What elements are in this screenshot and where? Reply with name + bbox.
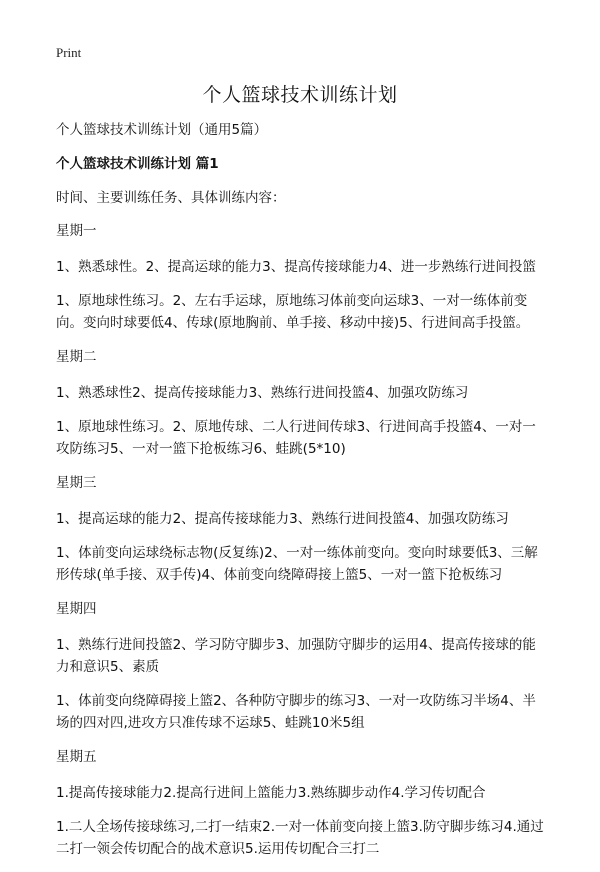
day-task-monday: 1、熟悉球性。2、提高运球的能力3、提高传接球能力4、进一步熟练行进间投篮 <box>56 259 536 275</box>
day-content-monday: 1、原地球性练习。2、左右手运球，原地练习体前变向运球3、一对一练体前变向。变向时球要低4、传球(原地胸前、单手接、移动中接)5、行进间高手投篮。 <box>56 293 530 331</box>
day-heading-monday: 星期一 <box>56 223 97 239</box>
day-heading-thursday: 星期四 <box>56 601 97 617</box>
day-content-tuesday: 1、原地球性练习。2、原地传球、二人行进间传球3、行进间高手投篮4、一对一攻防练习5、一对一篮下抢板练习6、蛙跳(5*10) <box>56 419 536 457</box>
page-title: 个人篮球技术训练计划 <box>202 84 398 106</box>
day-content-friday: 1.二人全场传接球练习,二打一结束2.一对一体前变向接上篮3.防守脚步练习4.通过二打一领会传切配合的战术意识5.运用传切配合三打二 <box>56 819 544 857</box>
day-content-thursday: 1、体前变向绕障碍接上篮2、各种防守脚步的练习3、一对一攻防练习半场4、半场的四对四,进攻方只准传球不运球5、蛙跳10米5组 <box>56 693 536 731</box>
day-task-wednesday: 1、提高运球的能力2、提高传接球能力3、熟练行进间投篮4、加强攻防练习 <box>56 511 509 527</box>
day-heading-friday: 星期五 <box>56 749 97 765</box>
day-heading-wednesday: 星期三 <box>56 475 97 491</box>
day-task-friday: 1.提高传接球能力2.提高行进间上篮能力3.熟练脚步动作4.学习传切配合 <box>56 785 486 801</box>
intro-text: 时间、主要训练任务、具体训练内容： <box>56 190 286 206</box>
day-task-tuesday: 1、熟悉球性2、提高传接球能力3、熟练行进间投篮4、加强攻防练习 <box>56 385 469 401</box>
day-heading-tuesday: 星期二 <box>56 349 97 365</box>
print-link[interactable]: Print <box>56 45 82 60</box>
document-body <box>56 119 548 872</box>
section-heading: 个人篮球技术训练计划 篇1 <box>56 156 219 172</box>
day-content-wednesday: 1、体前变向运球绕标志物(反复练)2、一对一练体前变向。变向时球要低3、三解形传球(单手接、双手传)4、体前变向绕障碍接上篮5、一对一篮下抢板练习 <box>56 545 538 583</box>
day-task-thursday: 1、熟练行进间投篮2、学习防守脚步3、加强防守脚步的运用4、提高传接球的能力和意识5、素质 <box>56 637 536 675</box>
document-subtitle: 个人篮球技术训练计划（通用5篇） <box>56 122 268 138</box>
